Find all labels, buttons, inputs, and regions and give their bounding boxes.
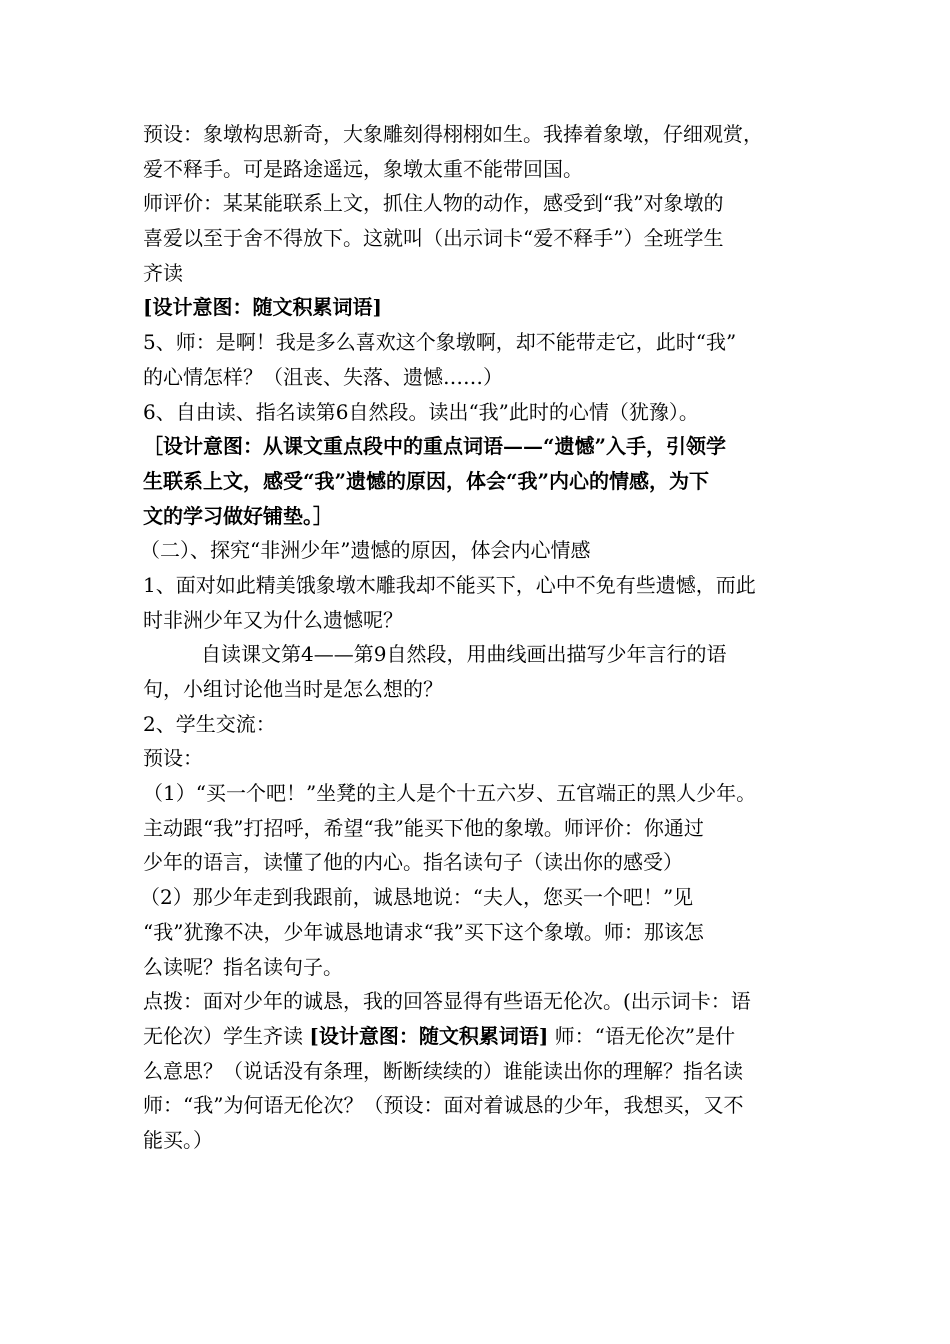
design-intent-inline: [设计意图：随文积累词语] <box>309 1023 549 1048</box>
paragraph-line: 1、面对如此精美饿象墩木雕我却不能买下，心中不免有些遗憾，而此 <box>143 572 756 597</box>
paragraph-line: 师评价：某某能联系上文，抓住人物的动作，感受到“我”对象墩的 <box>143 191 724 216</box>
design-intent-block: 文的学习做好铺垫。］ <box>143 503 333 528</box>
paragraph-line: “我”犹豫不决，少年诚恳地请求“我”买下这个象墩。师：那该怎 <box>143 919 704 944</box>
paragraph-line: 主动跟“我”打招呼，希望“我”能买下他的象墩。师评价：你通过 <box>143 815 704 840</box>
paragraph-line: 爱不释手。可是路途遥远，象墩太重不能带回国。 <box>143 156 583 181</box>
document-body <box>140 117 823 1158</box>
design-intent-block: ［设计意图：从课文重点段中的重点词语——“遗憾”入手，引领学 <box>143 434 727 459</box>
design-intent-heading: [设计意图：随文积累词语] <box>143 295 382 320</box>
paragraph-line: 喜爱以至于舍不得放下。这就叫（出示词卡“爱不释手”）全班学生 <box>143 226 724 251</box>
paragraph-line: 齐读 <box>143 260 183 285</box>
paragraph-line: （1）“买一个吧！”坐凳的主人是个十五六岁、五官端正的黑人少年。 <box>143 781 757 806</box>
paragraph-line <box>143 1019 823 1054</box>
paragraph-line: 么读呢？指名读句子。 <box>143 954 343 979</box>
paragraph-line: 的心情怎样？（沮丧、失落、遗憾……） <box>143 364 503 389</box>
paragraph-line: （2）那少年走到我跟前，诚恳地说：“夫人，您买一个吧！”见 <box>140 885 694 910</box>
paragraph-line: 预设：象墩构思新奇，大象雕刻得栩栩如生。我捧着象墩，仔细观赏， <box>143 122 763 146</box>
design-intent-block: 生联系上文，感受“我”遗憾的原因，体会“我”内心的情感，为下 <box>143 468 710 493</box>
paragraph-line: 能买。） <box>143 1127 213 1152</box>
paragraph-line: 预设： <box>143 746 203 771</box>
inline-text: 无伦次）学生齐读 <box>143 1023 310 1048</box>
paragraph-line: 师：“我”为何语无伦次？（预设：面对着诚恳的少年，我想买，又不 <box>143 1093 744 1118</box>
paragraph-line: 点拨：面对少年的诚恳，我的回答显得有些语无伦次。(出示词卡：语 <box>143 989 751 1014</box>
section-heading: （二）、探究“非洲少年”遗憾的原因，体会内心情感 <box>140 538 591 563</box>
paragraph-line: 少年的语言，读懂了他的内心。指名读句子（读出你的感受） <box>143 850 683 875</box>
paragraph-line: 时非洲少年又为什么遗憾呢？ <box>143 607 403 632</box>
paragraph-line: 句，小组讨论他当时是怎么想的？ <box>143 677 443 701</box>
paragraph-line: 自读课文第4——第9自然段，用曲线画出描写少年言行的语 <box>201 642 727 667</box>
paragraph-line: 6、自由读、指名读第6自然段。读出“我”此时的心情（犹豫）。 <box>143 399 699 424</box>
paragraph-line: 5、师：是啊！我是多么喜欢这个象墩啊，却不能带走它，此时“我” <box>143 330 737 355</box>
paragraph-line: 2、学生交流： <box>143 711 276 736</box>
paragraph-line: 么意思？（说话没有条理，断断续续的）谁能读出你的理解？指名读 <box>143 1058 743 1083</box>
inline-text: 师：“语无伦次”是什 <box>548 1023 736 1048</box>
